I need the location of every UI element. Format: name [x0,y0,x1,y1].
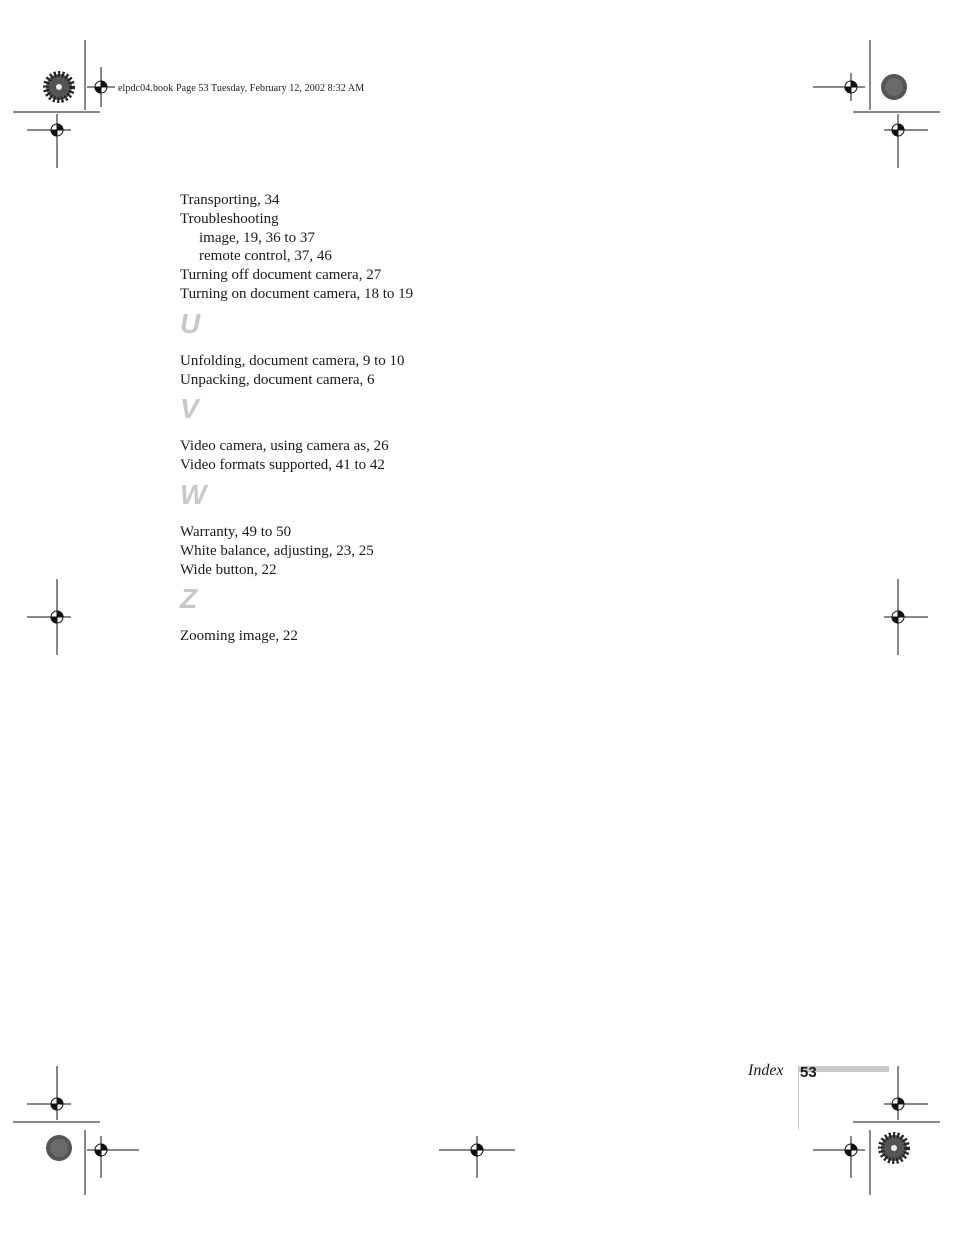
gray-balance-mark-icon [881,74,907,100]
index-entry: Unpacking, document camera, 6 [180,371,375,388]
registration-target-icon [87,67,115,107]
index-letter-heading: V [180,393,199,425]
index-entry: Wide button, 22 [180,561,277,578]
index-entry: Turning off document camera, 27 [180,267,382,284]
index-subentry: image, 19, 36 to 37 [199,229,315,246]
index-entry: Turning on document camera, 18 to 19 [180,285,414,302]
registration-target-icon [884,579,928,655]
registration-target-icon [813,73,865,101]
registration-target-icon [813,1136,865,1178]
registration-target-icon [27,579,71,655]
index-letter-heading: Z [180,583,198,615]
index-letter-heading: W [180,478,207,510]
index-entry: Warranty, 49 to 50 [180,523,292,540]
index-letter-heading: U [180,307,201,339]
registration-target-icon [87,1136,139,1178]
index-entry: Zooming image, 22 [180,628,298,645]
page-number: 53 [800,1064,817,1081]
index-entry: Transporting, 34 [180,192,280,208]
registration-target-icon [27,114,71,168]
footer-section-label: Index [748,1062,784,1079]
registration-target-icon [439,1136,515,1178]
print-slug: elpdc04.book Page 53 Tuesday, February 12, 2002 8:32 AM [118,83,365,94]
starburst-mark-icon [881,1135,907,1161]
footer-divider [798,1066,799,1130]
gray-balance-mark-icon [46,1135,72,1161]
index-subentry: remote control, 37, 46 [199,248,332,265]
registration-target-icon [27,1066,71,1120]
index-entry: White balance, adjusting, 23, 25 [180,542,374,559]
registration-target-icon [884,114,928,168]
starburst-mark-icon [46,74,72,100]
index-entry: Video formats supported, 41 to 42 [180,457,385,474]
index-entry: Unfolding, document camera, 9 to 10 [180,352,405,369]
index-entry: Troubleshooting [180,210,279,227]
registration-target-icon [884,1066,928,1120]
index-entries [180,191,413,646]
index-entry: Video camera, using camera as, 26 [180,438,389,455]
